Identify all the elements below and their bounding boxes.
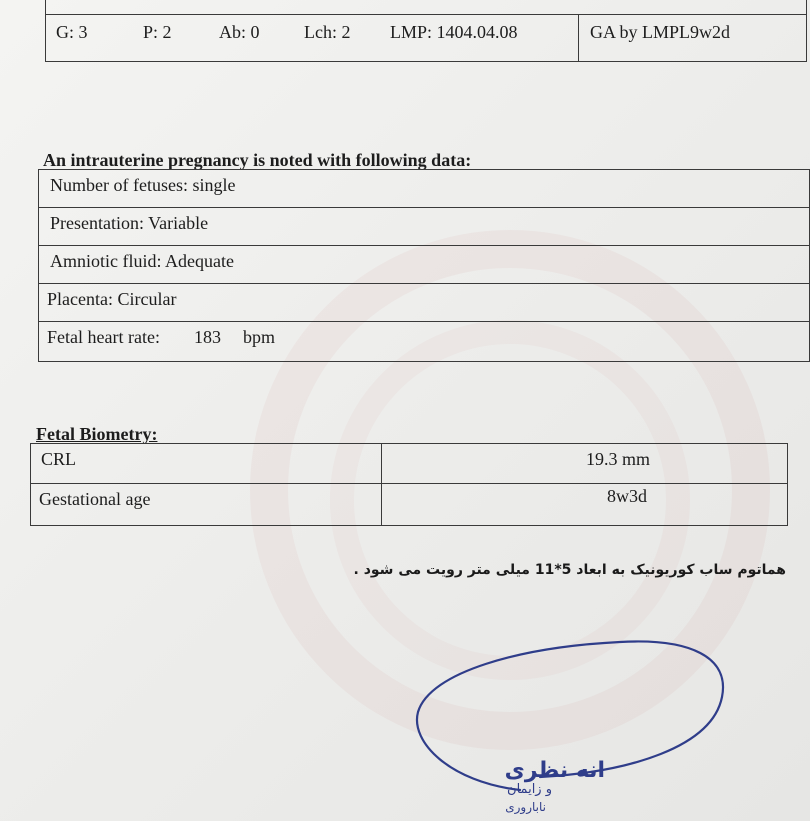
table-row (39, 208, 809, 246)
fetal-heart-rate-label: Fetal heart rate: (47, 327, 160, 347)
table-row (39, 284, 809, 322)
ga-by-lmp-value: GA by LMPL9w2d (590, 22, 731, 42)
stamp-name: انه نظری (504, 758, 605, 783)
para-value: P: 2 (143, 22, 172, 42)
pregnancy-table (38, 169, 810, 362)
table-row (31, 444, 787, 484)
crl-label: CRL (41, 449, 77, 469)
table-row (39, 170, 809, 208)
table-row (39, 322, 809, 361)
table-divider (578, 14, 579, 61)
table-row (31, 484, 787, 525)
pregnancy-heading: An intrauterine pregnancy is noted with following data: (43, 150, 472, 170)
stamp-specialty: و زایمان (507, 782, 552, 797)
subchorionic-hematoma-note: هماتوم ساب کوریونیک به ابعاد 5*11 میلی متر رویت می شود . (353, 562, 786, 578)
fetal-heart-rate-value: 183 (194, 327, 221, 347)
placenta: Placenta: Circular (47, 289, 177, 309)
table-row (39, 246, 809, 284)
gestational-age-label: Gestational age (39, 489, 151, 509)
gestational-age-value: 8w3d (607, 486, 647, 506)
biometry-heading: Fetal Biometry: (36, 424, 158, 444)
presentation: Presentation: Variable (50, 213, 209, 233)
fetus-count: Number of fetuses: single (50, 175, 236, 195)
stamp-subspecialty: ناباروری (505, 800, 546, 814)
signature-stroke (400, 612, 740, 821)
abortion-value: Ab: 0 (219, 22, 260, 42)
fetal-heart-rate-unit: bpm (243, 327, 276, 347)
amniotic-fluid: Amniotic fluid: Adequate (50, 251, 234, 271)
biometry-table (30, 443, 788, 526)
living-children-value: Lch: 2 (304, 22, 351, 42)
table-divider (46, 14, 806, 15)
gravida-value: G: 3 (56, 22, 88, 42)
crl-value: 19.3 mm (586, 449, 651, 469)
lmp-value: LMP: 1404.04.08 (390, 22, 518, 42)
